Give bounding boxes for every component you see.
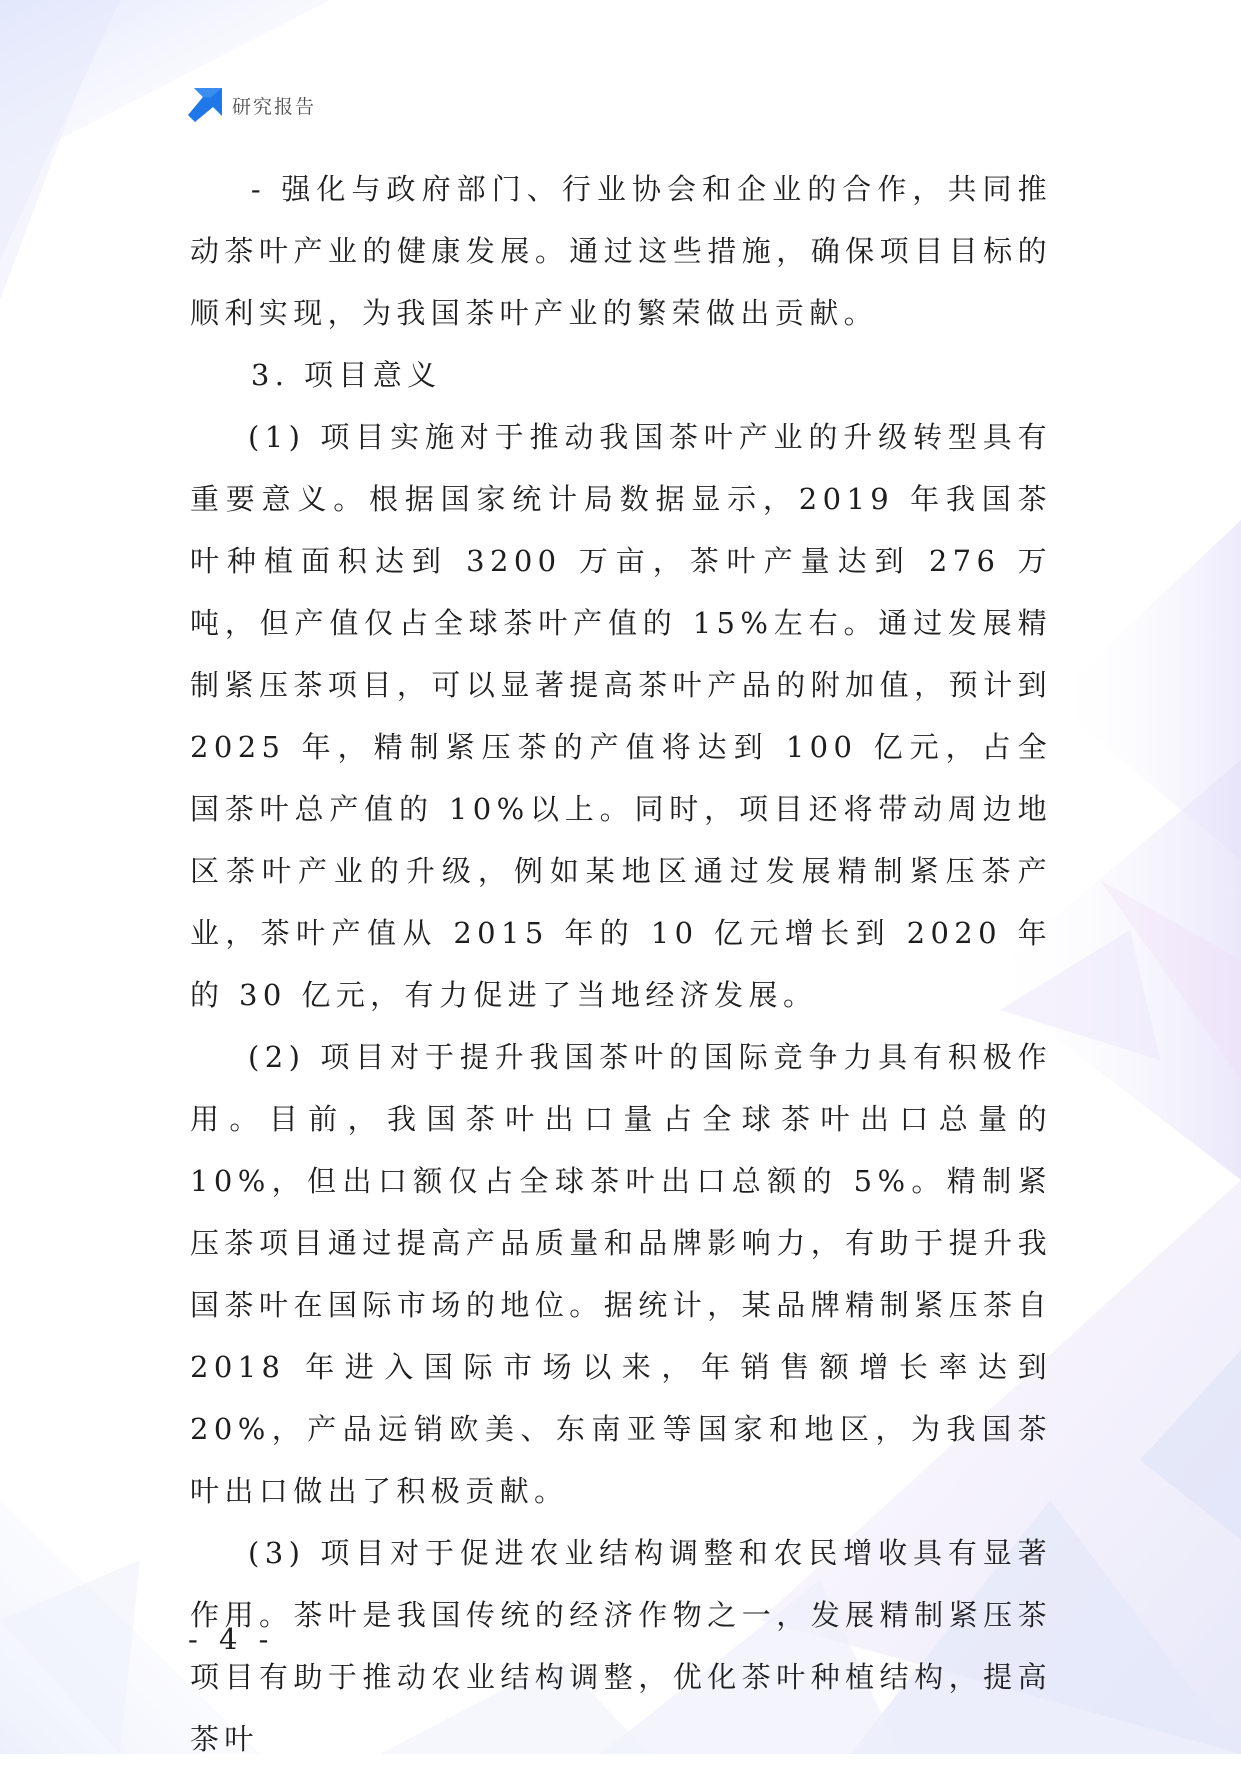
arrow-logo-icon [188, 88, 222, 122]
document-body [190, 158, 1052, 1770]
header-title: 研究报告 [232, 95, 317, 118]
paragraph-significance-1: (1) 项目实施对于推动我国茶叶产业的升级转型具有重要意义。根据国家统计局数据显示，2019 年我国茶叶种植面积达到 3200 万亩，茶叶产量达到 276 万吨，但产值仅占全球茶叶产值的 15%左右。通过发展精制紧压茶项目，可以显著提高茶叶产品的附加值，预计到 2025 年，精制紧压茶的产值将达到 100 亿元，占全国茶叶总产值的 10%以上。同时，项目还将带动周边地区茶叶产业的升级，例如某地区通过发展精制紧压茶产业，茶叶产值从 2015 年的 10 亿元增长到 2020 年的 30 亿元，有力促进了当地经济发展。 [190, 420, 1052, 1012]
page-number: - 4 - [188, 1622, 275, 1656]
section-heading-project-significance: 3. 项目意义 [250, 358, 442, 392]
paragraph-significance-2: (2) 项目对于提升我国茶叶的国际竞争力具有积极作用。目前，我国茶叶出口量占全球茶叶出口总量的 10%，但出口额仅占全球茶叶出口总额的 5%。精制紧压茶项目通过提高产品质量和品牌影响力，有助于提升我国茶叶在国际市场的地位。据统计，某品牌精制紧压茶自 2018 年进入国际市场以来，年销售额增长率达到 20%，产品远销欧美、东南亚等国家和地区，为我国茶叶出口做出了积极贡献。 [190, 1040, 1052, 1508]
paragraph-cooperation: - 强化与政府部门、行业协会和企业的合作，共同推动茶叶产业的健康发展。通过这些措施，确保项目目标的顺利实现，为我国茶叶产业的繁荣做出贡献。 [190, 172, 1052, 330]
paragraph-significance-3: (3) 项目对于促进农业结构调整和农民增收具有显著作用。茶叶是我国传统的经济作物之一，发展精制紧压茶项目有助于推动农业结构调整，优化茶叶种植结构，提高茶叶 [190, 1536, 1052, 1756]
report-header [188, 88, 316, 122]
